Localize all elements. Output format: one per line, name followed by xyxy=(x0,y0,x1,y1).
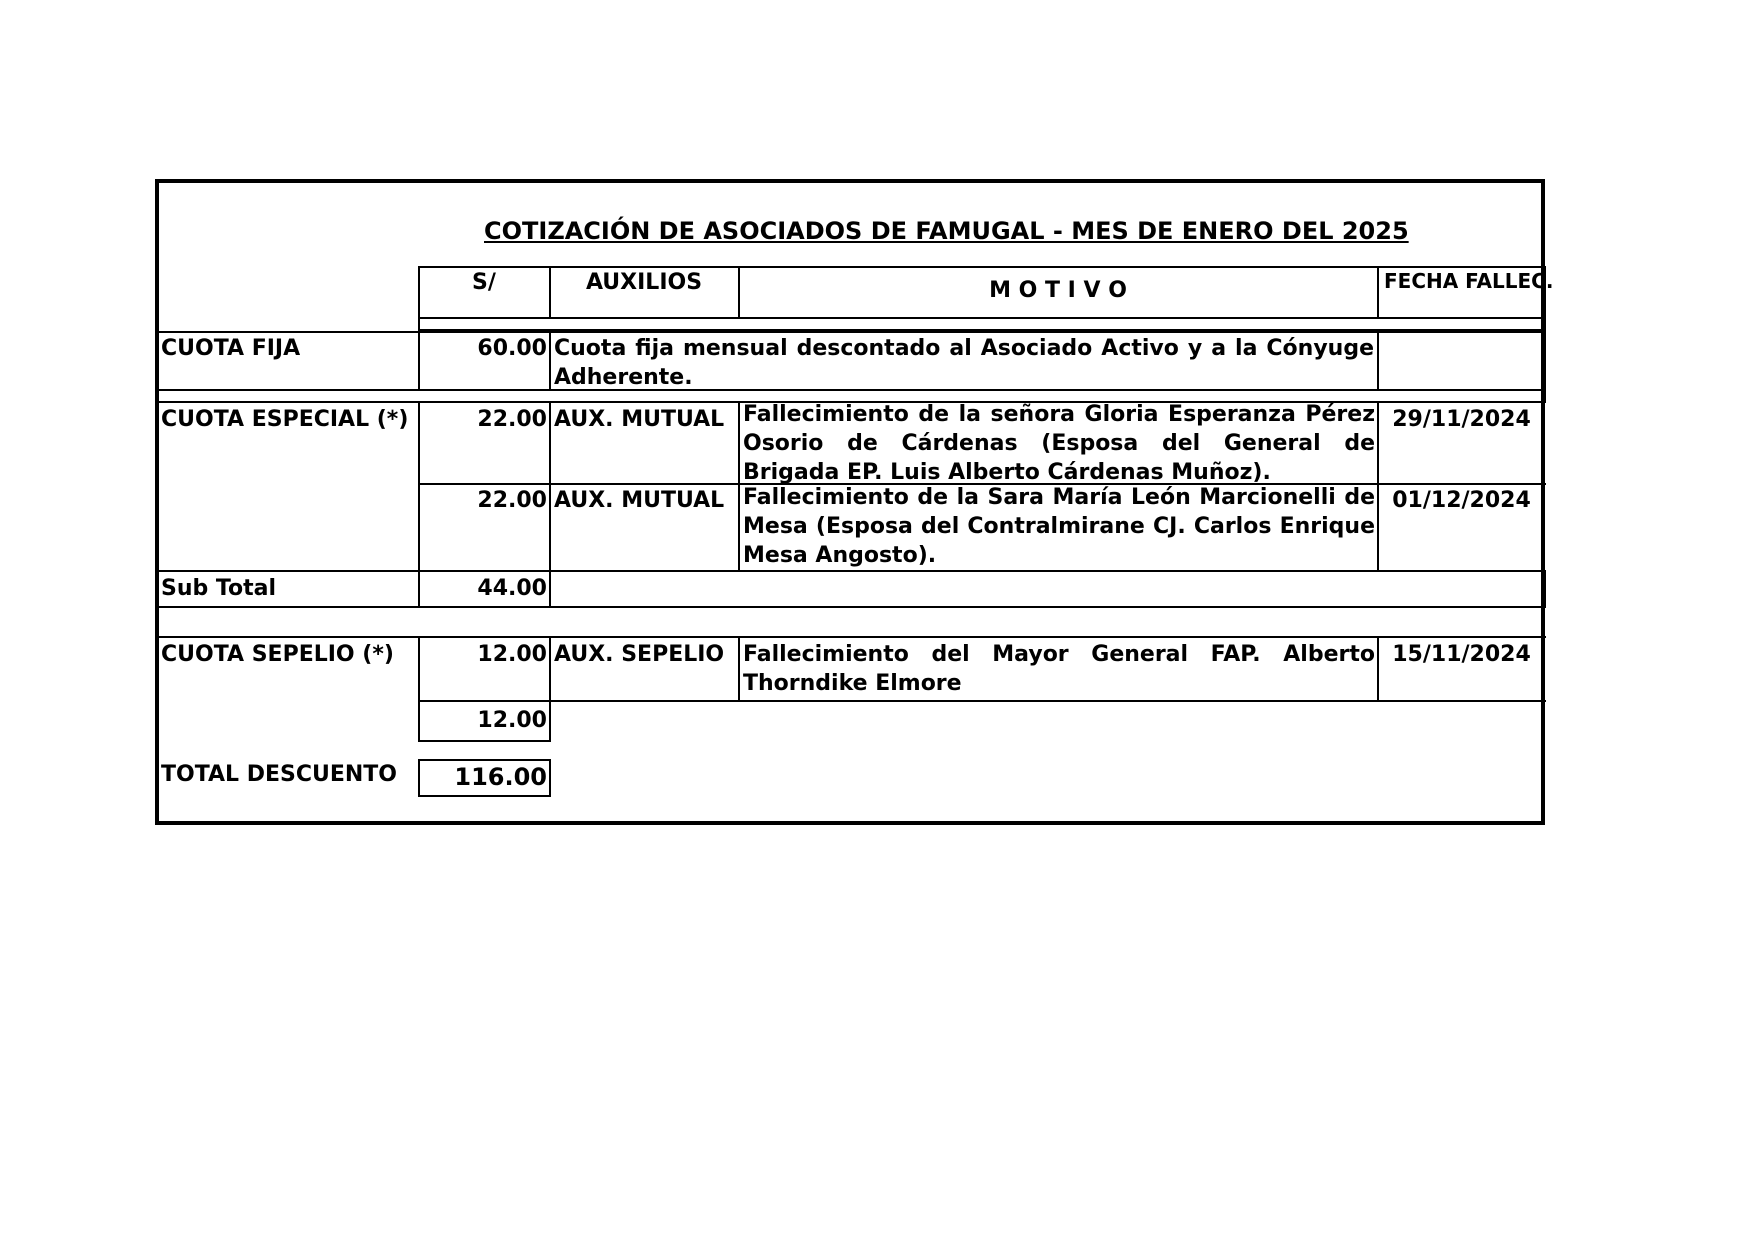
sepelio-aid: AUX. SEPELIO xyxy=(554,642,725,667)
especial-reason-2: Fallecimiento de la Sara María León Marcionelli de Mesa (Esposa del Contralmirane CJ. Carlos Enrique Mesa Angosto). xyxy=(743,485,1375,568)
total-label: TOTAL DESCUENTO xyxy=(161,762,398,787)
sepelio-date: 15/11/2024 xyxy=(1392,642,1531,667)
row-divider xyxy=(157,331,159,609)
row-divider xyxy=(738,401,740,572)
row-divider xyxy=(738,636,740,702)
row-divider xyxy=(549,331,551,391)
row-divider xyxy=(549,570,551,608)
header-aid: AUXILIOS xyxy=(585,270,703,295)
row-divider xyxy=(157,636,1546,638)
row-divider xyxy=(549,636,551,742)
cuota-especial-label: CUOTA ESPECIAL (*) xyxy=(161,407,409,432)
cuota-fija-amount: 60.00 xyxy=(477,336,547,361)
especial-amount-2: 22.00 xyxy=(477,488,547,513)
sepelio-reason: Fallecimiento del Mayor General FAP. Alberto Thorndike Elmore xyxy=(743,642,1375,696)
cuota-sepelio-label: CUOTA SEPELIO (*) xyxy=(161,642,394,667)
cuota-fija-label: CUOTA FIJA xyxy=(161,336,301,361)
especial-date-1: 29/11/2024 xyxy=(1392,407,1531,432)
sepelio-subtotal: 12.00 xyxy=(477,708,547,733)
especial-aid-1: AUX. MUTUAL xyxy=(554,407,725,432)
header-amount: S/ xyxy=(472,270,496,295)
subtotal-row xyxy=(157,570,1546,608)
header-divider xyxy=(1377,266,1379,319)
especial-reason-1: Fallecimiento de la señora Gloria Esperanza Pérez Osorio de Cárdenas (Esposa del General de Brigada EP. Luis Alberto Cárdenas Muñoz). xyxy=(743,402,1375,485)
especial-aid-2: AUX. MUTUAL xyxy=(554,488,725,513)
header-date: FECHA FALLEC. xyxy=(1384,269,1554,293)
row-divider xyxy=(549,401,551,572)
subtotal-amount: 44.00 xyxy=(477,576,547,601)
header-reason: M O T I V O xyxy=(989,278,1127,303)
separator-row xyxy=(418,317,1546,331)
row-divider xyxy=(418,740,551,742)
especial-amount-1: 22.00 xyxy=(477,407,547,432)
subtotal-label: Sub Total xyxy=(161,576,277,601)
row-divider xyxy=(1377,331,1379,391)
row-divider xyxy=(418,700,1546,702)
total-amount: 116.00 xyxy=(454,763,547,791)
sepelio-amount: 12.00 xyxy=(477,642,547,667)
especial-date-2: 01/12/2024 xyxy=(1392,488,1531,513)
cuota-fija-reason: Cuota fija mensual descontado al Asociado Activo y a la Cónyuge Adherente. xyxy=(554,336,1374,390)
document-title: COTIZACIÓN DE ASOCIADOS DE FAMUGAL - MES DE ENERO DEL 2025 xyxy=(484,217,1409,245)
